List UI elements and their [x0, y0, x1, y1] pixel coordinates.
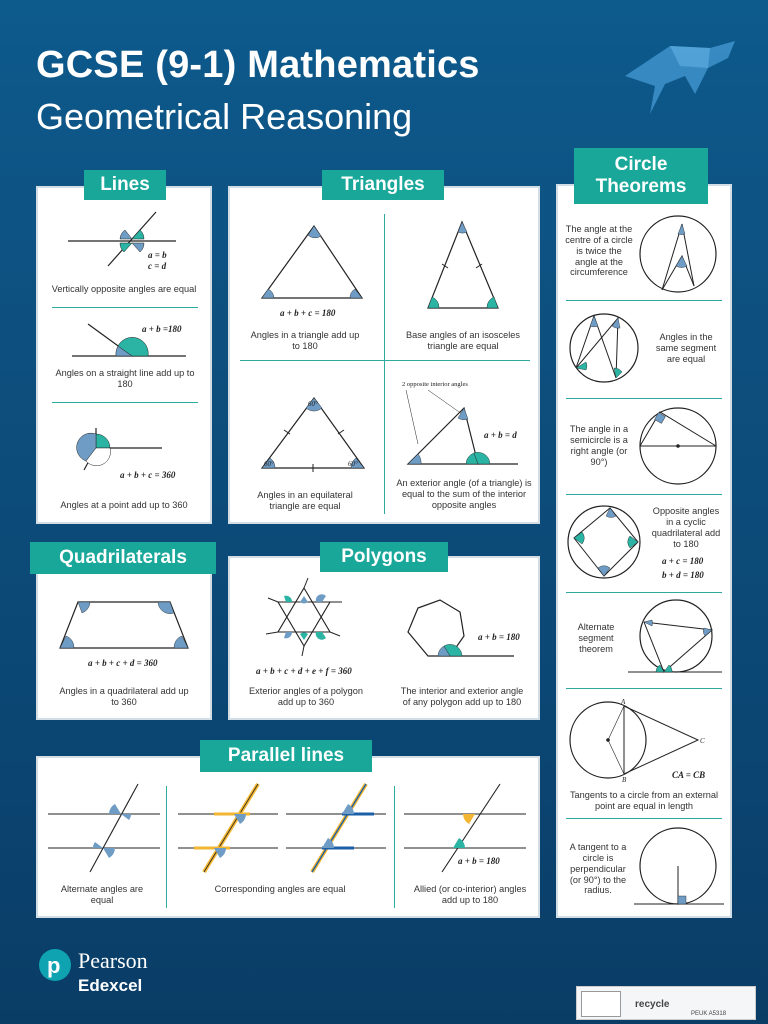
triangles-caption-4: An exterior angle (of a triangle) is equal to the sum of the interior opposite angles [396, 478, 532, 510]
tangent-radius-diagram [634, 826, 724, 906]
point-eq: a + b + c = 360 [120, 470, 176, 480]
point-angles-diagram [36, 420, 212, 490]
circle-caption-2: Angles in the same segment are equal [655, 332, 717, 364]
lines-eq2: c = d [148, 261, 167, 271]
fsc-icon [581, 991, 621, 1017]
svg-text:B: B [622, 776, 627, 784]
quad-eq: a + b + c + d = 360 [88, 658, 158, 668]
tangents-diagram [566, 698, 716, 784]
quadrilaterals-caption: Angles in a quadrilateral add up to 360 [59, 686, 189, 707]
allied-eq: a + b = 180 [458, 856, 500, 866]
svg-text:p: p [47, 953, 61, 978]
lines-eq1: a = b [148, 250, 167, 260]
svg-text:C: C [700, 737, 705, 745]
poster-title: GCSE (9-1) Mathematics [36, 44, 480, 86]
lines-caption-2: Angles on a straight line add up to 180 [55, 368, 195, 389]
circle-tag [574, 148, 708, 204]
circle-tag-line1: Circle [614, 154, 668, 175]
polygons-caption-2: The interior and exterior angle of any polygon add up to 180 [400, 686, 524, 707]
cyclic-eq1: a + c = 180 [662, 556, 704, 566]
vertically-opposite-diagram [36, 208, 212, 278]
divider [566, 494, 722, 495]
quadrilateral-diagram [36, 590, 212, 670]
circle-caption-4: Opposite angles in a cyclic quadrilateral add to 180 [651, 506, 721, 549]
polygon-ext-eq: a + b + c + d + e + f = 360 [256, 666, 352, 676]
eq-angle-left: 60° [264, 460, 274, 468]
recycle-label: recycle [635, 999, 670, 1010]
divider [566, 398, 722, 399]
eq-angle-right: 60° [348, 460, 358, 468]
cyclic-quad-eqs [660, 554, 740, 582]
exterior-polygon-diagram [234, 574, 384, 676]
divider [240, 360, 530, 361]
circle-caption-1: The angle at the centre of a circle is twice the angle at the circumference [565, 224, 633, 278]
polygon-int-eq: a + b = 180 [478, 632, 520, 642]
certification-box [576, 986, 756, 1020]
brand-sub: Edexcel [78, 976, 143, 995]
cyclic-eq2: b + d = 180 [662, 570, 704, 580]
divider [566, 592, 722, 593]
cyclic-quad-diagram [564, 502, 644, 582]
alternate-segment-diagram [626, 598, 722, 682]
opposite-note: 2 opposite interior angles [402, 381, 468, 388]
parallel-caption-3: Allied (or co-interior) angles add up to 180 [413, 884, 527, 905]
polygons-tag: Polygons [320, 542, 448, 572]
svg-text:A: A [621, 698, 626, 706]
straight-line-diagram [36, 316, 212, 366]
corresponding-angles-diagram [174, 776, 394, 876]
circle-tag-line2: Theorems [595, 176, 687, 197]
triangles-caption-1: Angles in a triangle add up to 180 [250, 330, 360, 351]
triangle-sum-diagram [234, 214, 384, 324]
product-code: PEUK A5318 [691, 1011, 727, 1017]
divider [384, 214, 385, 514]
circle-caption-5: Alternate segment theorem [577, 622, 615, 654]
divider [166, 786, 167, 908]
semicircle-diagram [636, 406, 720, 486]
divider [52, 307, 198, 308]
heptagon-diagram [390, 594, 540, 664]
divider [566, 688, 722, 689]
quadrilaterals-tag: Quadrilaterals [30, 542, 216, 574]
same-segment-diagram [564, 310, 644, 390]
eq-angle-top: 60° [308, 400, 318, 408]
divider [566, 300, 722, 301]
dolphin-icon [610, 36, 750, 126]
pearson-mark-icon [38, 948, 72, 982]
equilateral-diagram [234, 384, 384, 494]
exterior-eq: a + b = d [484, 430, 517, 440]
triangles-caption-2: Base angles of an isosceles triangle are equal [406, 330, 520, 351]
triangles-caption-3: Angles in an equilateral triangle are equal [257, 490, 353, 511]
alternate-angles-diagram [44, 776, 164, 876]
lines-caption-1: Vertically opposite angles are equal [51, 284, 197, 294]
brand-name: Pearson [78, 948, 148, 973]
circle-caption-6: Tangents to a circle from an external point are equal in length [569, 790, 719, 811]
lines-caption-3: Angles at a point add up to 360 [60, 500, 188, 510]
divider [394, 786, 395, 908]
divider [566, 818, 722, 819]
lines-tag: Lines [84, 170, 166, 200]
parallel-caption-2: Corresponding angles are equal [214, 884, 346, 894]
triangles-tag: Triangles [322, 170, 444, 200]
parallel-tag: Parallel lines [200, 740, 372, 772]
exterior-angle-diagram [388, 376, 538, 476]
poster-subtitle: Geometrical Reasoning [36, 96, 413, 137]
parallel-caption-1: Alternate angles are equal [60, 884, 144, 905]
triangle-sum-eq: a + b + c = 180 [280, 308, 336, 318]
centre-angle-diagram [638, 214, 718, 294]
divider [52, 402, 198, 403]
isosceles-diagram [388, 214, 538, 314]
straight-line-eq: a + b =180 [142, 324, 182, 334]
polygons-caption-1: Exterior angles of a polygon add up to 360 [249, 686, 363, 707]
circle-caption-3: The angle in a semicircle is a right angle (or 90°) [569, 424, 629, 467]
circle-caption-7: A tangent to a circle is perpendicular (or 90°) to the radius. [569, 842, 627, 896]
tangents-eq: CA = CB [672, 770, 706, 780]
allied-angles-diagram [400, 776, 540, 876]
